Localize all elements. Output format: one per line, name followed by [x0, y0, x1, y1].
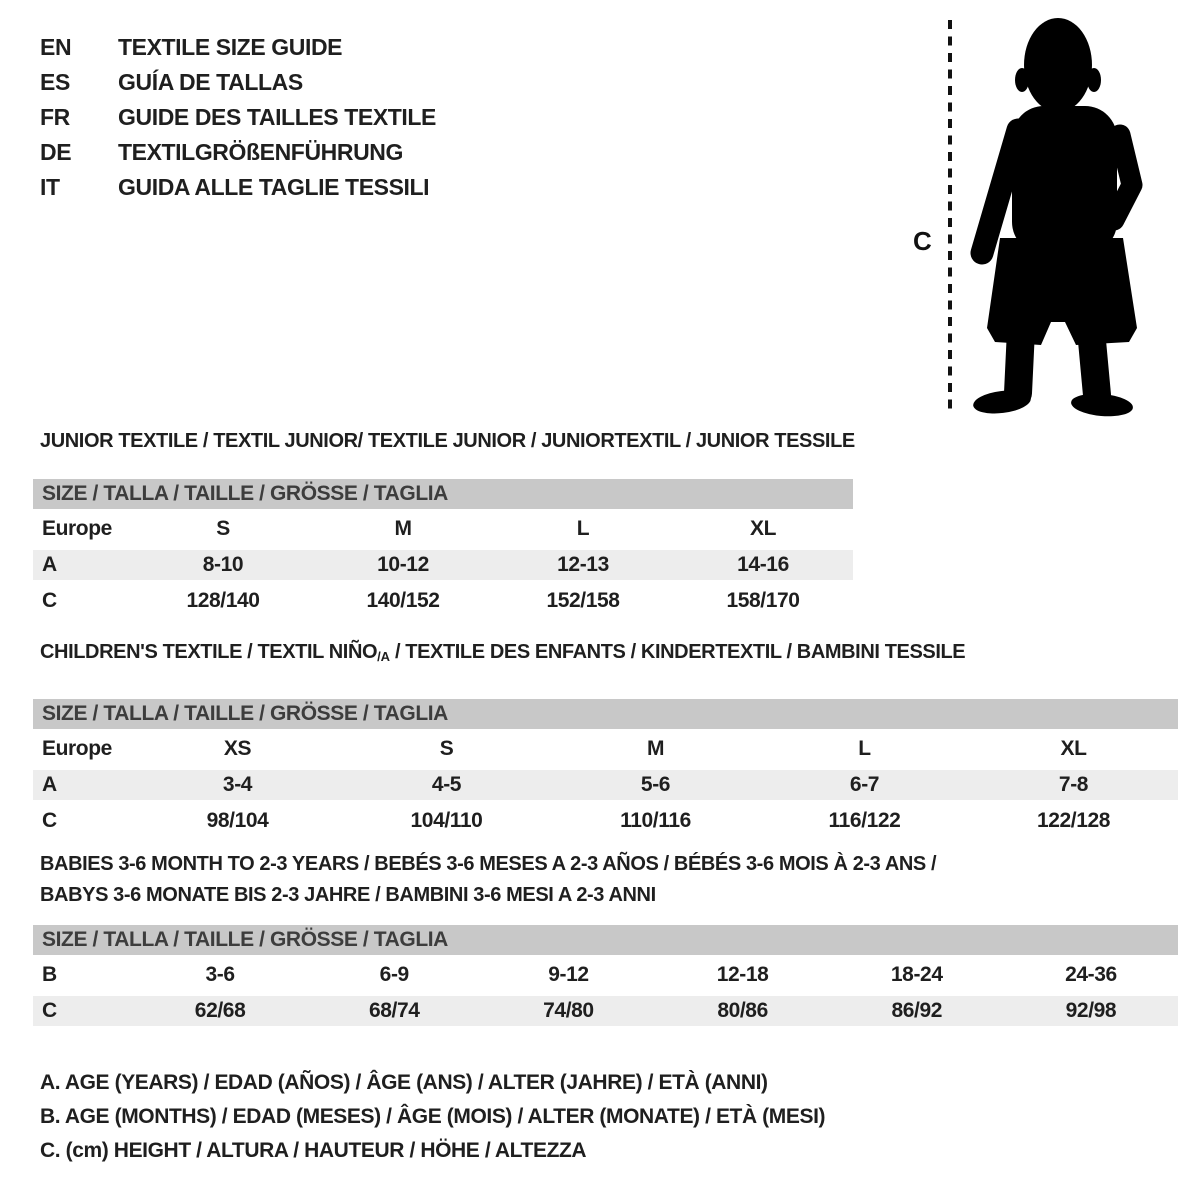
- row-label: Europe: [42, 517, 112, 540]
- table-cell: 14-16: [737, 553, 789, 576]
- table-cell: XL: [749, 517, 777, 540]
- table-cell: 110/116: [620, 809, 691, 832]
- language-title-list: [40, 30, 436, 205]
- table-cell: 18-24: [890, 963, 943, 986]
- table-row: [33, 511, 853, 547]
- junior-section-title: JUNIOR TEXTILE / TEXTIL JUNIOR/ TEXTILE JUNIOR / JUNIORTEXTIL / JUNIOR TESSILE: [40, 430, 855, 452]
- table-cell: 8-10: [202, 553, 244, 576]
- table-cell: 74/80: [543, 999, 594, 1022]
- table-cell: 6-9: [379, 963, 409, 986]
- language-row: [40, 65, 436, 100]
- table-cell: 80/86: [717, 999, 768, 1022]
- language-code: EN: [40, 34, 72, 60]
- table-cell: XL: [1060, 737, 1087, 760]
- table-row: [33, 731, 1178, 767]
- babies-title-line2: BABYS 3-6 MONATE BIS 2-3 JAHRE / BAMBINI 3-6 MESI A 2-3 ANNI: [40, 884, 656, 906]
- row-label: A: [42, 773, 57, 796]
- junior-size-table: [33, 479, 853, 619]
- size-header-bar: SIZE / TALLA / TAILLE / GRÖSSE / TAGLIA: [33, 925, 1178, 955]
- language-row: [40, 100, 436, 135]
- table-row: [33, 583, 853, 619]
- row-label: A: [42, 553, 57, 576]
- table-cell: 4-5: [431, 773, 462, 796]
- children-title-subscript: /A: [377, 649, 390, 664]
- table-cell: 104/110: [410, 809, 483, 832]
- language-code: ES: [40, 69, 70, 95]
- baby-height-figure: [895, 10, 1195, 420]
- language-row: [40, 170, 436, 205]
- table-cell: 128/140: [186, 589, 260, 612]
- language-code: IT: [40, 174, 60, 200]
- height-label: C: [913, 226, 932, 256]
- legend: [40, 1066, 825, 1168]
- table-cell: 7-8: [1058, 773, 1089, 796]
- baby-silhouette-icon: [972, 18, 1137, 419]
- row-label: C: [42, 999, 57, 1022]
- language-row: [40, 30, 436, 65]
- children-title-text: CHILDREN'S TEXTILE / TEXTIL NIÑO: [40, 641, 378, 663]
- table-cell: 68/74: [368, 999, 420, 1022]
- babies-section-title: [40, 849, 936, 911]
- table-cell: M: [646, 737, 665, 760]
- table-cell: 10-12: [377, 553, 429, 576]
- table-cell: S: [216, 517, 230, 540]
- table-row: [33, 803, 1178, 839]
- table-cell: 24-36: [1065, 963, 1117, 986]
- legend-line-c: C. (cm) HEIGHT / ALTURA / HAUTEUR / HÖHE / ALTEZZA: [40, 1139, 587, 1162]
- row-label: C: [42, 809, 57, 832]
- children-size-table: [33, 699, 1178, 839]
- language-code: FR: [40, 104, 70, 130]
- table-row: [33, 767, 1178, 803]
- table-cell: 116/122: [828, 809, 901, 832]
- table-cell: M: [394, 517, 412, 540]
- table-cell: 9-12: [548, 963, 589, 986]
- size-header-bar: SIZE / TALLA / TAILLE / GRÖSSE / TAGLIA: [33, 479, 853, 509]
- table-cell: 3-4: [222, 773, 253, 796]
- language-code: DE: [40, 139, 72, 165]
- table-cell: 158/170: [726, 589, 800, 612]
- table-cell: 12-13: [557, 553, 609, 576]
- table-cell: 152/158: [546, 589, 620, 612]
- table-cell: 92/98: [1065, 999, 1117, 1022]
- table-cell: 12-18: [716, 963, 769, 986]
- table-cell: 122/128: [1036, 809, 1111, 832]
- legend-line-a: A. AGE (YEARS) / EDAD (AÑOS) / ÂGE (ANS) / ALTER (JAHRE) / ETÀ (ANNI): [40, 1071, 768, 1094]
- table-cell: 140/152: [366, 589, 440, 612]
- language-title: TEXTILE SIZE GUIDE: [118, 34, 343, 60]
- table-cell: XS: [223, 737, 252, 760]
- babies-title-line1: BABIES 3-6 MONTH TO 2-3 YEARS / BEBÉS 3-6 MESES A 2-3 AÑOS / BÉBÉS 3-6 MOIS À 2-3 ANS /: [40, 853, 937, 875]
- table-cell: 3-6: [205, 963, 235, 986]
- table-cell: 5-6: [640, 773, 671, 796]
- row-label: B: [42, 963, 57, 986]
- size-header-bar: SIZE / TALLA / TAILLE / GRÖSSE / TAGLIA: [33, 699, 1178, 729]
- children-section-title: [40, 641, 965, 664]
- table-cell: 98/104: [206, 809, 269, 832]
- language-title: TEXTILGRÖßENFÜHRUNG: [118, 139, 403, 165]
- legend-line-b: B. AGE (MONTHS) / EDAD (MESES) / ÂGE (MOIS) / ALTER (MONATE) / ETÀ (MESI): [40, 1105, 826, 1128]
- language-row: [40, 135, 436, 170]
- table-cell: L: [858, 737, 871, 760]
- row-label: Europe: [42, 737, 112, 760]
- table-cell: 86/92: [891, 999, 943, 1022]
- language-title: GUÍA DE TALLAS: [118, 69, 303, 95]
- language-title: GUIDA ALLE TAGLIE TESSILI: [118, 174, 430, 200]
- table-cell: 6-7: [849, 773, 880, 796]
- table-cell: S: [439, 737, 454, 760]
- children-title-text: / TEXTILE DES ENFANTS / KINDERTEXTIL / BAMBINI TESSILE: [389, 641, 966, 663]
- babies-size-table: [33, 925, 1178, 1029]
- row-label: C: [42, 589, 57, 612]
- language-title: GUIDE DES TAILLES TEXTILE: [118, 104, 436, 130]
- table-row: [33, 957, 1178, 993]
- table-cell: L: [576, 517, 590, 540]
- table-cell: 62/68: [194, 999, 246, 1022]
- table-row: [33, 993, 1178, 1029]
- table-row: [33, 547, 853, 583]
